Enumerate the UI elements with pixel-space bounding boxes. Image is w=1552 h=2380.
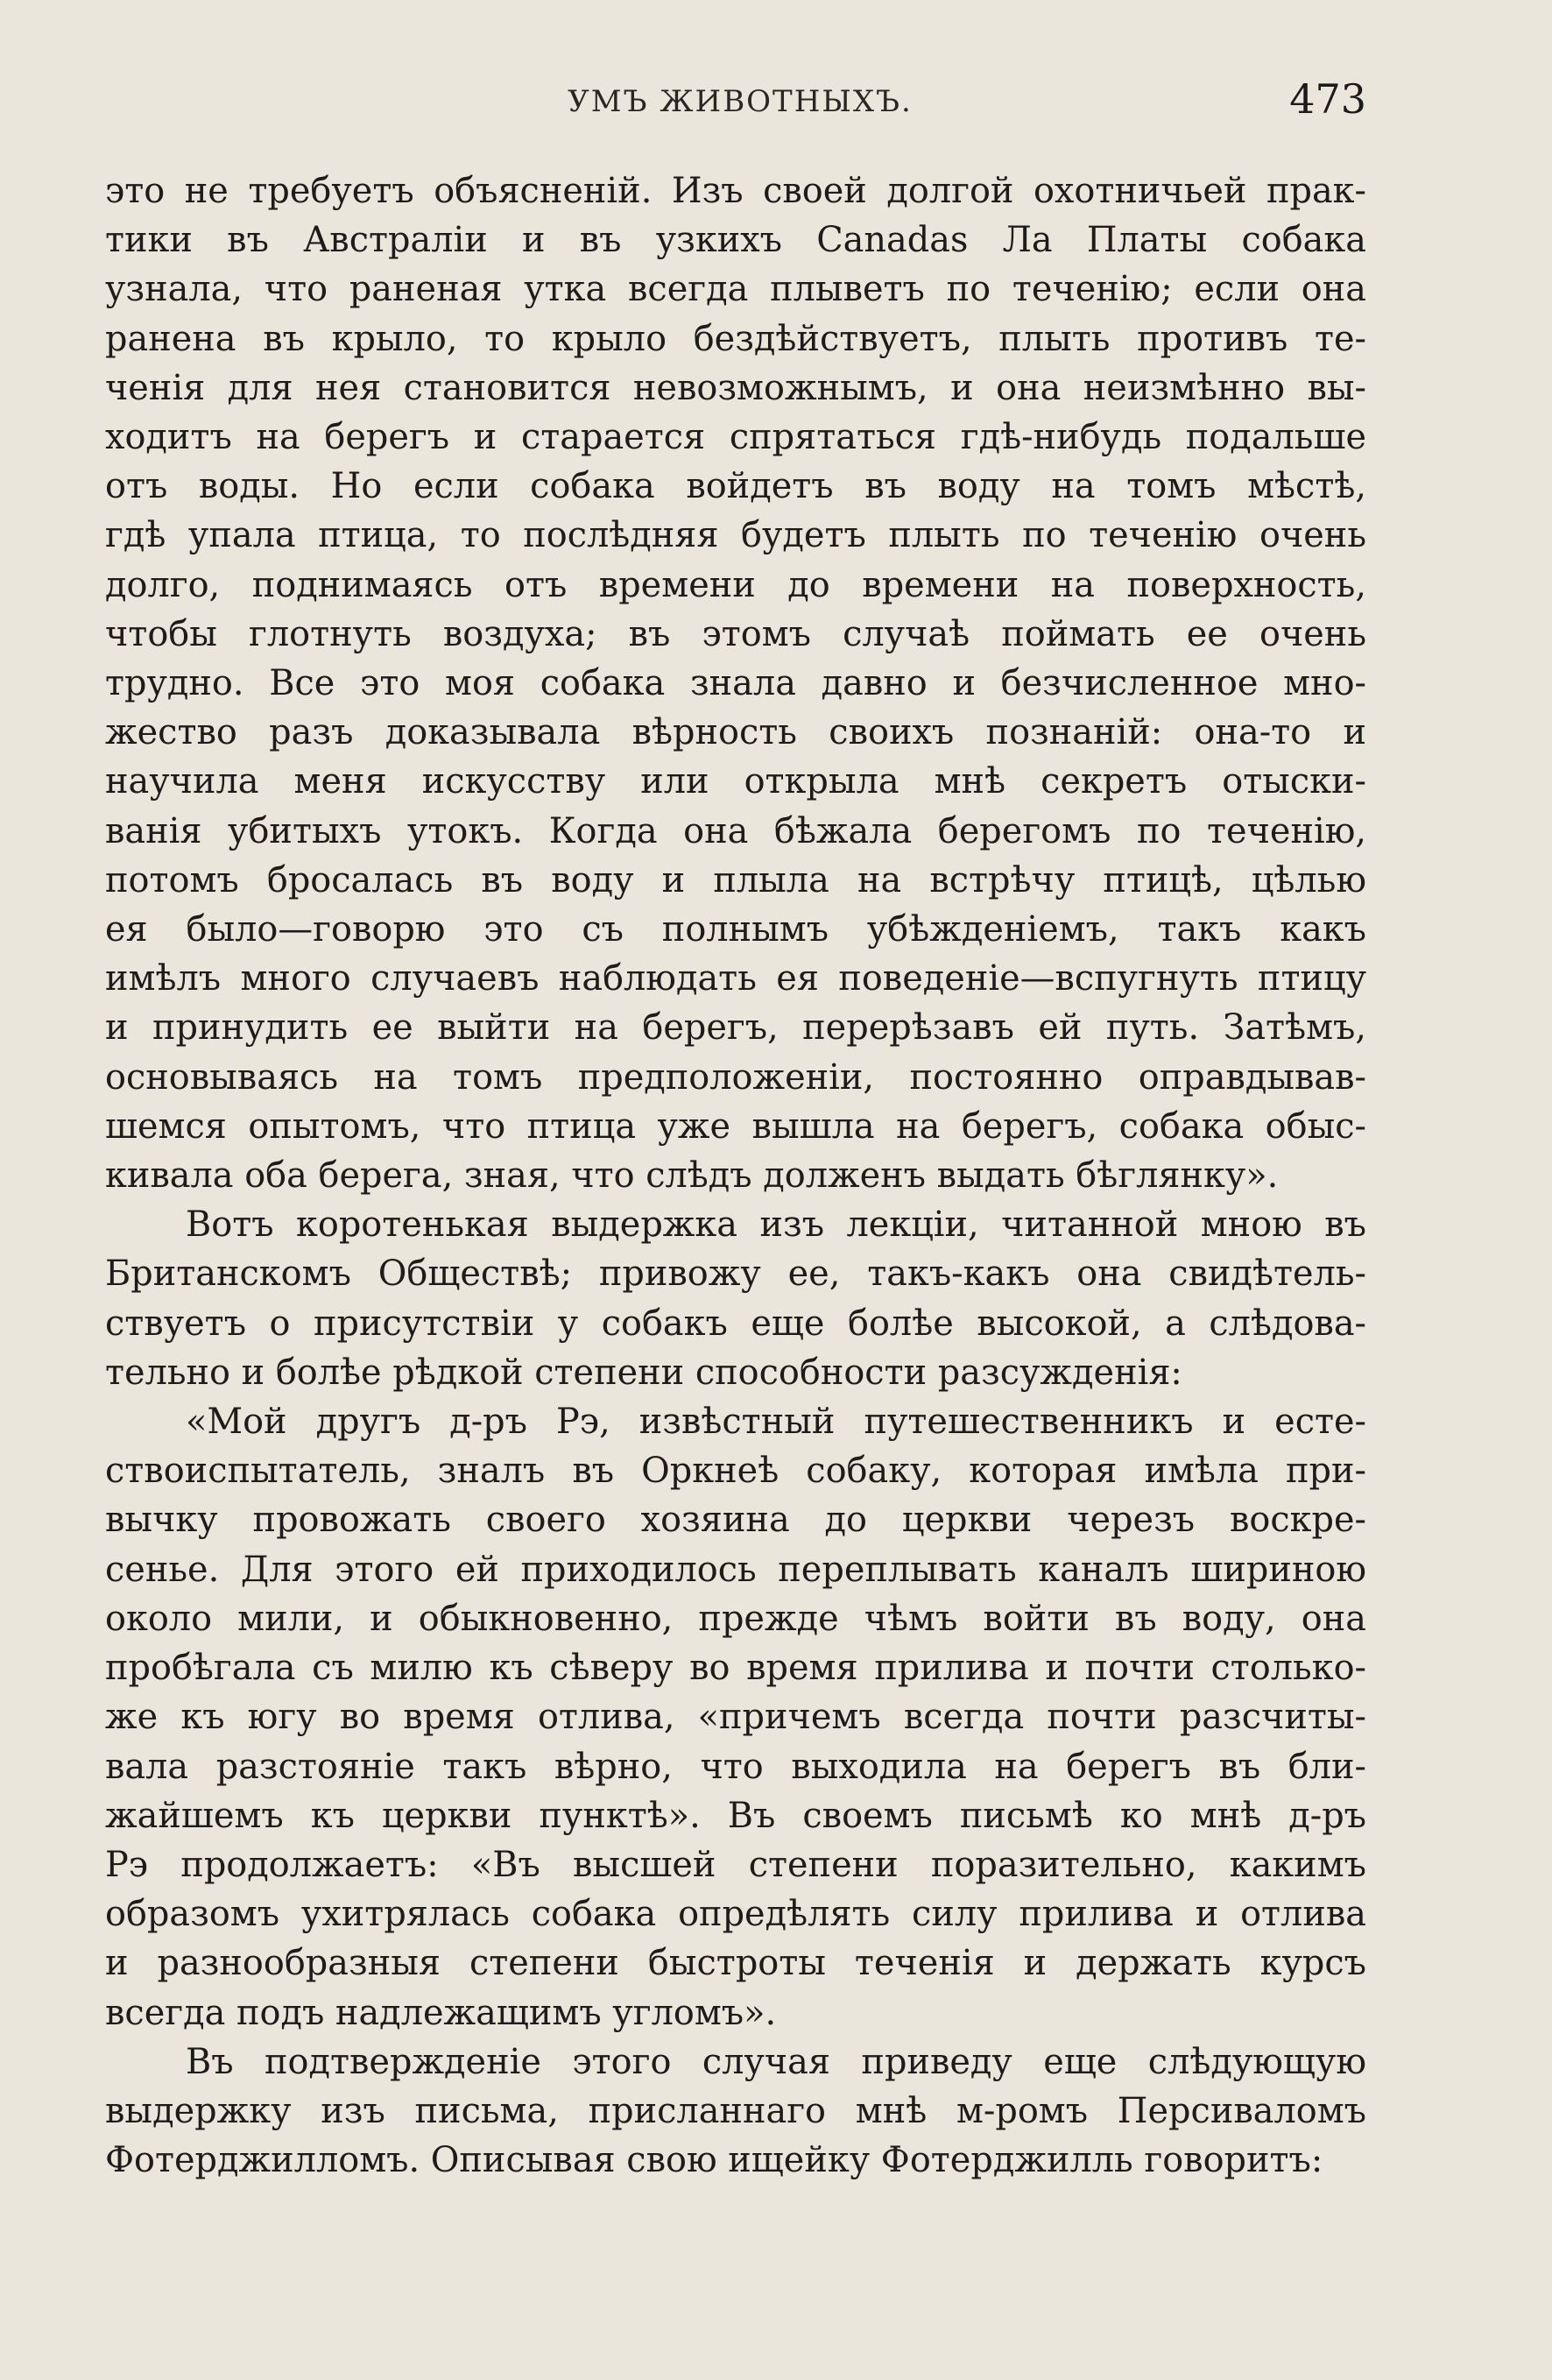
paragraph bbox=[105, 1200, 1366, 1397]
text-line: ствоиспытатель, зналъ въ Оркнеѣ собаку, которая имѣла при- bbox=[105, 1451, 1366, 1492]
text-line: Фотерджилломъ. Описывая свою ищейку Фотерджилль говоритъ: bbox=[105, 2140, 1323, 2181]
paragraph bbox=[105, 2037, 1366, 2186]
text-line: вала разстояніе такъ вѣрно, что выходила на берегъ въ бли- bbox=[105, 1746, 1366, 1787]
text-line: и разнообразныя степени быстроты теченія и держать курсъ bbox=[105, 1943, 1366, 1984]
text-line: тики въ Австраліи и въ узкихъ Canadas Ла Платы собака bbox=[105, 220, 1366, 261]
text-line: выдержку изъ письма, присланнаго мнѣ м-ромъ Персиваломъ bbox=[105, 2090, 1366, 2131]
text-line: чтобы глотнуть воздуха; въ этомъ случаѣ поймать ее очень bbox=[105, 613, 1366, 654]
text-line: всегда подъ надлежащимъ угломъ». bbox=[105, 1992, 777, 2033]
text-line: же къ югу во время отлива, «причемъ всегда почти разсчиты- bbox=[105, 1697, 1366, 1738]
text-line: потомъ бросалась въ воду и плыла на встрѣчу птицѣ, цѣлью bbox=[105, 859, 1366, 900]
text-line: научила меня искусству или открыла мнѣ секретъ отыски- bbox=[105, 761, 1366, 802]
running-title: УМЪ ЖИВОТНЫХЪ. bbox=[568, 84, 913, 119]
text-line: тельно и болѣе рѣдкой степени способности разсужденія: bbox=[105, 1352, 1182, 1393]
text-line: Вотъ коротенькая выдержка изъ лекціи, читанной мною въ bbox=[186, 1204, 1366, 1246]
text-line: вычку провожать своего хозяина до церкви черезъ воскре- bbox=[105, 1500, 1366, 1541]
text-line: ствуетъ о присутствіи у собакъ еще болѣе высокой, а слѣдова- bbox=[105, 1303, 1366, 1344]
text-line: «Мой другъ д-ръ Рэ, извѣстный путешественникъ и есте- bbox=[186, 1402, 1366, 1443]
text-line: ея было—говорю это съ полнымъ убѣжденіемъ, такъ какъ bbox=[105, 909, 1366, 950]
page-number: 473 bbox=[1289, 75, 1366, 123]
text-line: около мили, и обыкновенно, прежде чѣмъ войти въ воду, она bbox=[105, 1598, 1366, 1639]
paragraph bbox=[105, 166, 1366, 1200]
paragraph bbox=[105, 1397, 1366, 2037]
text-line: шемся опытомъ, что птица уже вышла на берегъ, собака обыс- bbox=[105, 1105, 1366, 1147]
text-line: Рэ продолжаетъ: «Въ высшей степени поразительно, какимъ bbox=[105, 1844, 1366, 1885]
text-line: узнала, что раненая утка всегда плыветъ по теченію; если она bbox=[105, 269, 1366, 310]
text-line: это не требуетъ объясненій. Изъ своей долгой охотничьей прак- bbox=[105, 171, 1366, 211]
text-line: Британскомъ Обществѣ; привожу ее, такъ-какъ она свидѣтель- bbox=[105, 1254, 1366, 1295]
text-line: имѣлъ много случаевъ наблюдать ея поведеніе—вспугнуть птицу bbox=[105, 958, 1366, 999]
text-line: образомъ ухитрялась собака опредѣлять силу прилива и отлива bbox=[105, 1894, 1366, 1935]
text-line: и принудить ее выйти на берегъ, перерѣзавъ ей путь. Затѣмъ, bbox=[105, 1007, 1366, 1049]
text-line: жество разъ доказывала вѣрность своихъ познаній: она-то и bbox=[105, 712, 1366, 753]
text-line: долго, поднимаясь отъ времени до времени на поверхность, bbox=[105, 564, 1366, 605]
text-line: пробѣгала съ милю къ сѣверу во время прилива и почти столько- bbox=[105, 1648, 1366, 1689]
text-line: основываясь на томъ предположеніи, постоянно оправдывав- bbox=[105, 1056, 1366, 1098]
text-line: ранена въ крыло, то крыло бездѣйствуетъ, плыть противъ те- bbox=[105, 318, 1366, 359]
text-line: ходитъ на берегъ и старается спрятаться гдѣ-нибудь подальше bbox=[105, 417, 1366, 458]
text-line: отъ воды. Но если собака войдетъ въ воду на томъ мѣстѣ, bbox=[105, 466, 1366, 507]
text-line: кивала оба берега, зная, что слѣдъ долженъ выдать бѣглянку». bbox=[105, 1155, 1279, 1197]
text-line: жайшемъ къ церкви пунктѣ». Въ своемъ письмѣ ко мнѣ д-ръ bbox=[105, 1795, 1366, 1836]
text-line: Въ подтвержденіе этого случая приведу еще слѣдующую bbox=[186, 2041, 1366, 2082]
page-header bbox=[114, 68, 1366, 138]
text-line: ченія для нея становится невозможнымъ, и она неизмѣнно вы- bbox=[105, 367, 1366, 408]
text-line: ванія убитыхъ утокъ. Когда она бѣжала берегомъ по теченію, bbox=[105, 810, 1366, 851]
text-line: сенье. Для этого ей приходилось переплывать каналъ шириною bbox=[105, 1549, 1366, 1590]
text-line: гдѣ упала птица, то послѣдняя будетъ плыть по теченію очень bbox=[105, 515, 1366, 556]
text-line: трудно. Все это моя собака знала давно и безчисленное мно- bbox=[105, 663, 1366, 704]
body-text bbox=[105, 166, 1366, 2185]
